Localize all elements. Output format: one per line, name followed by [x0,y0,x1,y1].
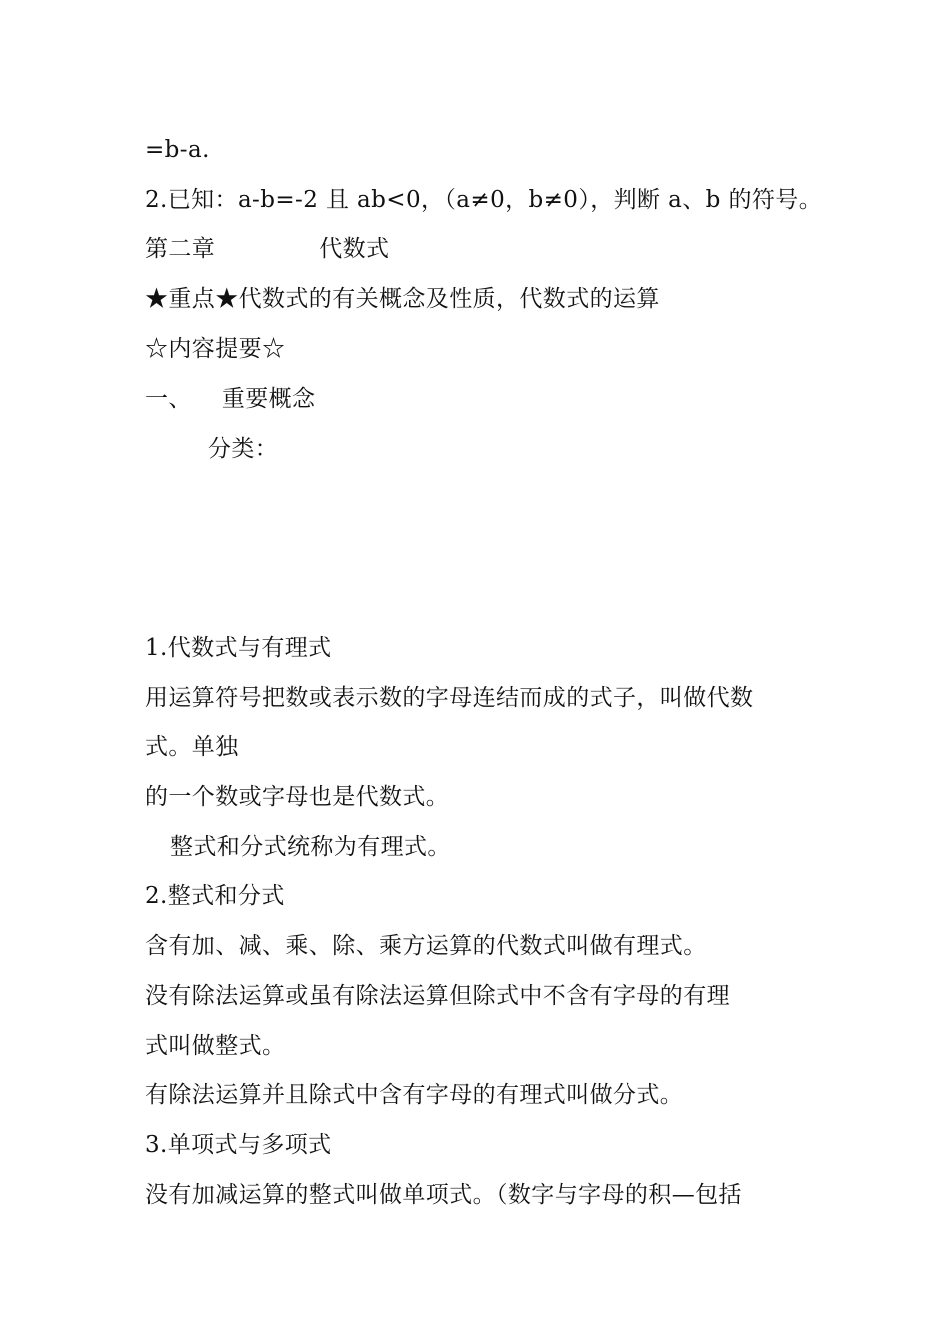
subsection-heading: 2.整式和分式 [145,883,285,909]
chapter-heading [145,234,389,264]
subsection-heading: 3.单项式与多项式 [145,1132,332,1158]
section-number: 一、 [145,386,192,412]
paragraph-line: 用运算符号把数或表示数的字母连结而成的式子，叫做代数 [145,685,754,711]
classification-label: 分类： [208,436,279,462]
paragraph-line: 式。单独 [145,734,239,760]
subsection-heading: 1.代数式与有理式 [145,635,332,661]
summary-heading: ☆内容提要☆ [145,336,286,362]
paragraph-line: 没有除法运算或虽有除法运算但除式中不含有字母的有理 [145,983,730,1009]
paragraph-line: 没有加减运算的整式叫做单项式。（数字与字母的积—包括 [145,1182,742,1208]
chapter-number: 第二章 [145,236,216,262]
paragraph-line: 整式和分式统称为有理式。 [170,834,451,860]
paragraph-line: 式叫做整式。 [145,1033,286,1059]
text-line: =b-a. [145,137,210,163]
key-points: ★重点★代数式的有关概念及性质，代数式的运算 [145,286,660,312]
paragraph-line: 的一个数或字母也是代数式。 [145,784,450,810]
section-title: 重要概念 [221,386,316,412]
section-heading [145,384,315,414]
paragraph-line: 有除法运算并且除式中含有字母的有理式叫做分式。 [145,1082,684,1108]
chapter-title: 代数式 [319,236,390,262]
problem-statement: 2.已知：a-b=-2 且 ab<0，（a≠0，b≠0），判断 a、b 的符号。 [145,187,823,213]
paragraph-line: 含有加、减、乘、除、乘方运算的代数式叫做有理式。 [145,933,707,959]
